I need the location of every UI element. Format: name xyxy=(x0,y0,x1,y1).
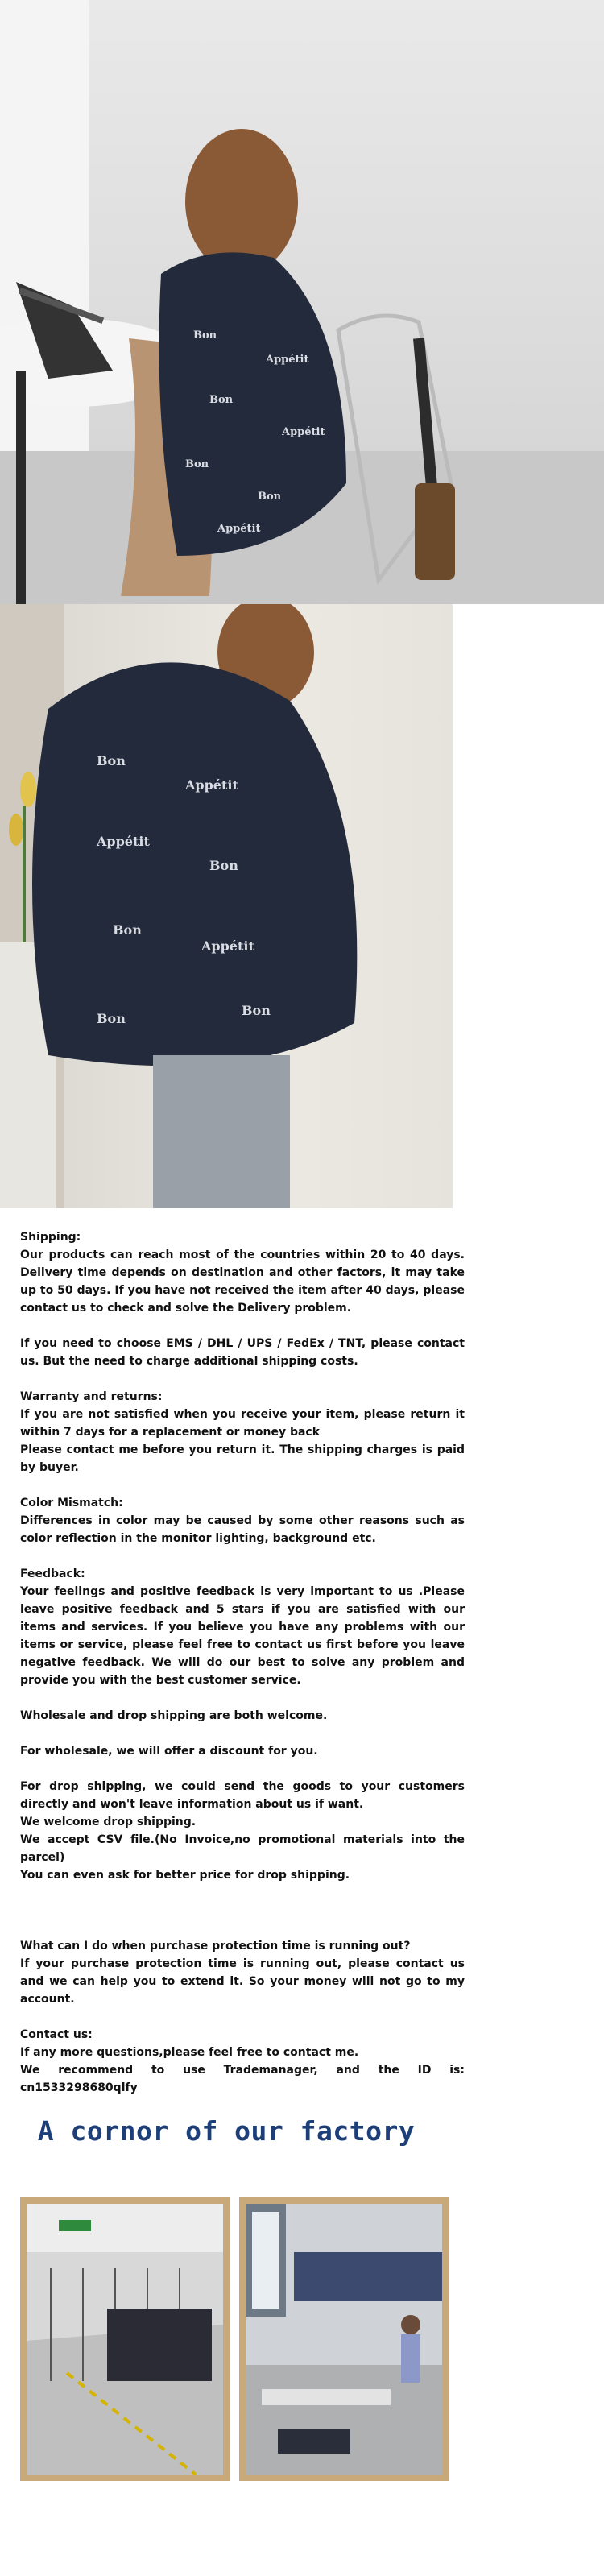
svg-text:Appétit: Appétit xyxy=(217,523,261,535)
text-line: Differences in color may be caused by some other reasons such as color reflection in the monitor lighting, background etc. xyxy=(20,1514,465,1545)
text-line: What can I do when purchase protection time is running out? xyxy=(20,1940,411,1953)
svg-text:Appétit: Appétit xyxy=(266,354,309,366)
photo-1-illustration xyxy=(0,0,604,604)
svg-text:Appétit: Appétit xyxy=(97,834,150,849)
text-line: We accept CSV file.(No Invoice,no promotional materials into the parcel) xyxy=(20,1833,465,1864)
product-photo-2 xyxy=(0,604,453,1208)
svg-text:Appétit: Appétit xyxy=(282,426,325,438)
text-line: For drop shipping, we could send the goods to your customers directly and won't leave information about us if want. xyxy=(20,1780,465,1811)
text-line: Please contact me before you return it. The shipping charges is paid by buyer. xyxy=(20,1443,465,1474)
photo-2-illustration xyxy=(0,604,453,1208)
product-photo-1 xyxy=(0,0,604,604)
text-line: Contact us: xyxy=(20,2028,93,2041)
factory-left-illustration xyxy=(27,2204,223,2475)
svg-text:Bon: Bon xyxy=(242,1003,271,1018)
svg-text:Appétit: Appétit xyxy=(201,938,254,954)
svg-text:Bon: Bon xyxy=(209,858,238,873)
text-line: If you need to choose EMS / DHL / UPS / FedEx / TNT, please contact us. But the need to charge additional shipping costs. xyxy=(20,1337,465,1368)
svg-text:Bon: Bon xyxy=(193,329,217,342)
svg-text:Bon: Bon xyxy=(97,1011,126,1026)
factory-photo-right xyxy=(239,2197,449,2481)
text-line: Wholesale and drop shipping are both welcome. xyxy=(20,1709,328,1722)
text-line: You can even ask for better price for drop shipping. xyxy=(20,1869,350,1882)
svg-text:Bon: Bon xyxy=(185,458,209,470)
text-line: Warranty and returns: xyxy=(20,1390,163,1403)
text-line: If any more questions,please feel free to contact me. xyxy=(20,2046,359,2059)
text-line: We welcome drop shipping. xyxy=(20,1816,197,1828)
text-line: For wholesale, we will offer a discount for you. xyxy=(20,1745,318,1758)
text-line: Your feelings and positive feedback is very important to us .Please leave positive feedback and 5 stars if you are satisfied with our items and services. If you believe you have any problems with our items or service, please feel free to contact us first before you leave negative feedback. We will do our best to solve any problem and provide you with the best customer service. xyxy=(20,1585,465,1687)
svg-text:Bon: Bon xyxy=(209,394,234,406)
description-text xyxy=(20,1228,465,2097)
text-line: Our products can reach most of the countries within 20 to 40 days. Delivery time depends on destination and other factors, it may take up to 50 days. If you have not received the item after 40 days, please contact us to check and solve the Delivery problem. xyxy=(20,1249,465,1315)
svg-text:Bon: Bon xyxy=(97,753,126,768)
svg-text:Bon: Bon xyxy=(113,922,142,938)
text-line: If you are not satisfied when you receive your item, please return it within 7 days for a replacement or money back xyxy=(20,1408,465,1439)
svg-text:Bon: Bon xyxy=(258,491,282,503)
factory-heading: A cornor of our factory xyxy=(37,2115,416,2147)
text-line: Shipping: xyxy=(20,1231,81,1244)
text-line: Color Mismatch: xyxy=(20,1497,123,1510)
svg-text:Appétit: Appétit xyxy=(185,777,238,793)
text-line: We recommend to use Trademanager, and the ID is: cn1533298680qlfy xyxy=(20,2064,465,2094)
text-line: Feedback: xyxy=(20,1568,85,1580)
factory-right-illustration xyxy=(246,2204,442,2475)
text-line: If your purchase protection time is running out, please contact us and we can help you to extend it. So your money will not go to my account. xyxy=(20,1957,465,2006)
factory-photo-left xyxy=(20,2197,230,2481)
